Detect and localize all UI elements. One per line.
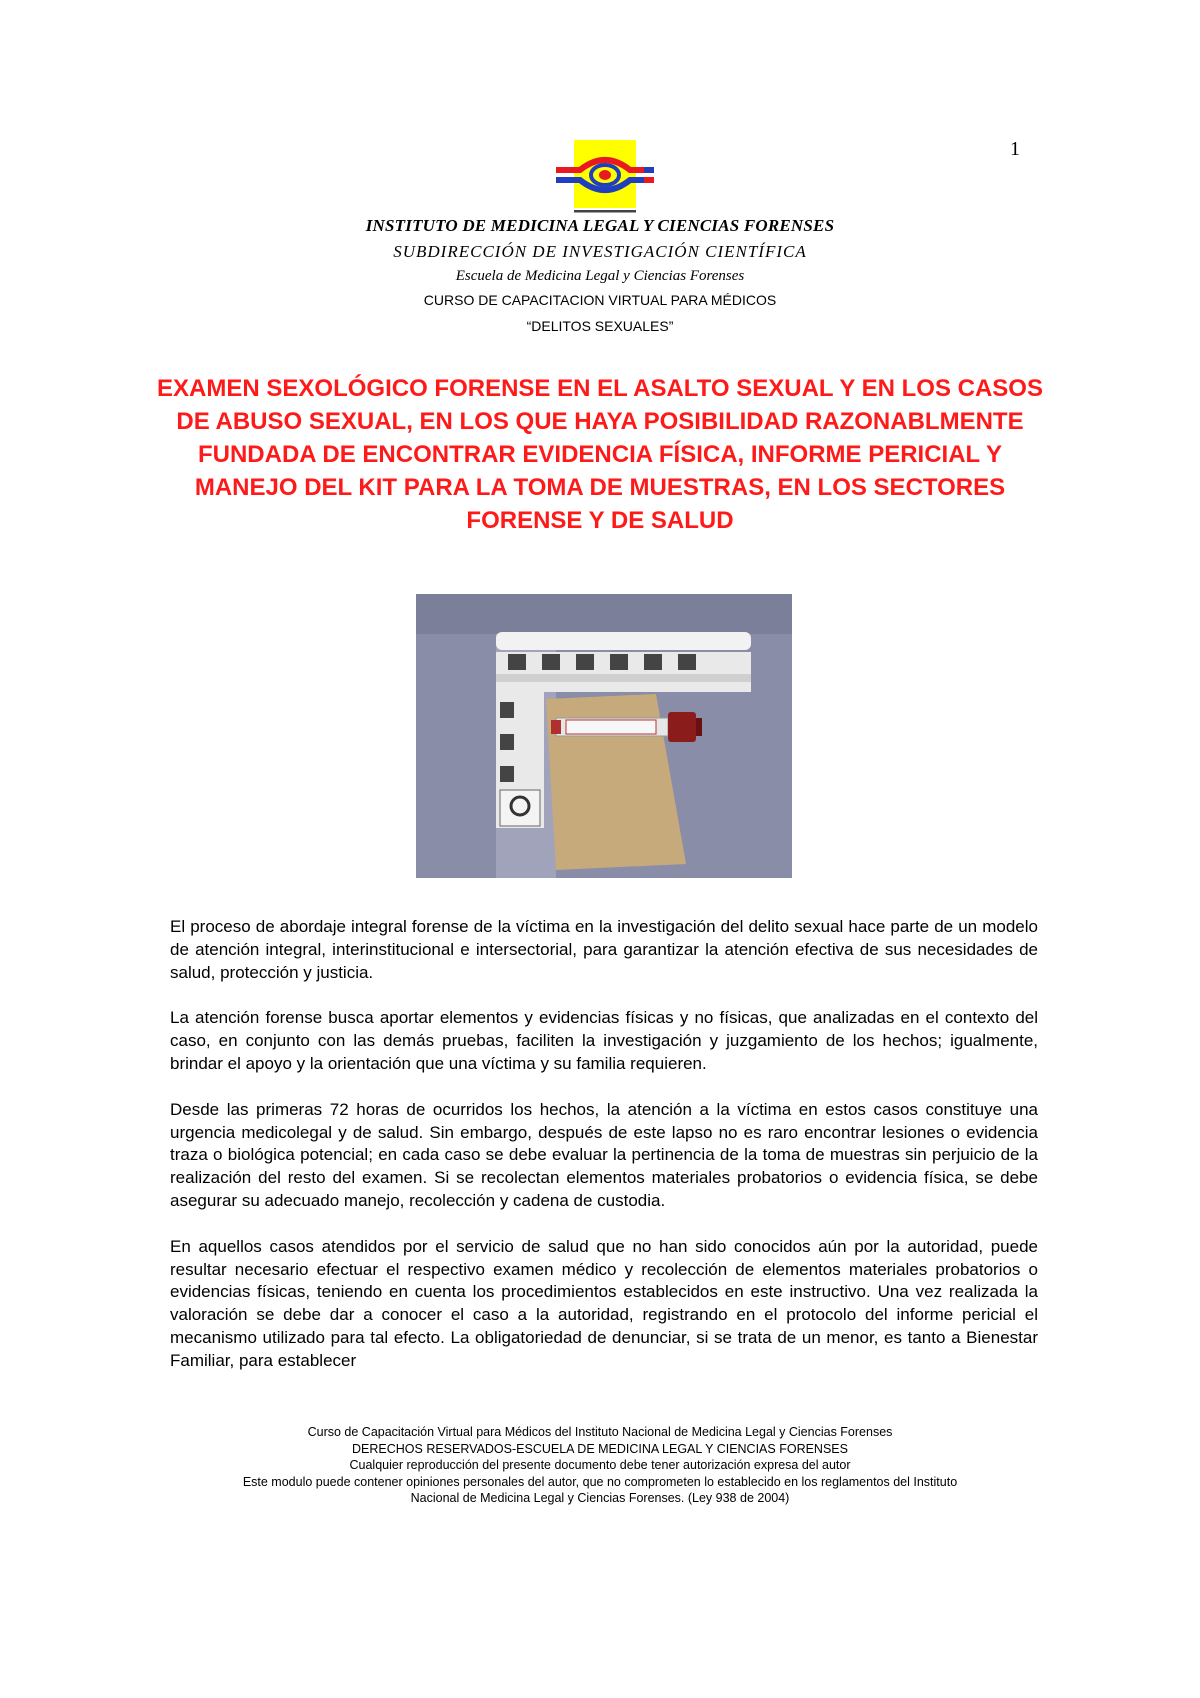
evidence-kit-photo	[416, 594, 792, 878]
school-name: Escuela de Medicina Legal y Ciencias Forenses	[455, 268, 745, 284]
body-text	[170, 916, 1038, 1396]
paragraph: En aquellos casos atendidos por el servicio de salud que no han sido conocidos aún por la autoridad, puede resultar necesario efectuar el respectivo examen médico y recolección de elementos materiales probatorios o evidencias físicas, teniendo en cuenta los procedimientos establecidos en este instructivo. Una vez realizada la valoración se debe dar a conocer el caso a la autoridad, registrando en el protocolo del informe pericial el mecanismo utilizado para tal efecto. La obligatoriedad de denunciar, si se trata de un menor, es tanto a Bienestar Familiar, para establecer	[170, 1236, 1038, 1370]
paragraph: La atención forense busca aportar elementos y evidencias físicas y no físicas, que analizadas en el contexto del caso, en conjunto con las demás pruebas, faciliten la investigación y juzgamiento de los hechos; igualmente, brindar el apoyo y la orientación que una víctima y su familia requieren.	[170, 1008, 1038, 1073]
document-title: EXAMEN SEXOLÓGICO FORENSE EN EL ASALTO SEXUAL Y EN LOS CASOS DE ABUSO SEXUAL, EN LOS QUE HAYA POSIBILIDAD RAZONABLMENTE FUNDADA DE ENCONTRAR EVIDENCIA FÍSICA, INFORME PERICIAL Y MANEJO DEL KIT PARA LA TOMA DE MUESTRAS, EN LOS SECTORES FORENSE Y DE SALUD	[157, 375, 1043, 534]
subdirection-name: SUBDIRECCIÓN DE INVESTIGACIÓN CIENTÍFICA	[393, 242, 807, 261]
document-header	[160, 216, 1040, 344]
footer-line: Cualquier reproducción del presente documento debe tener autorización expresa del autor	[349, 1458, 851, 1472]
page-footer	[150, 1424, 1050, 1507]
page-number: 1	[1010, 138, 1020, 160]
paragraph: Desde las primeras 72 horas de ocurridos los hechos, la atención a la víctima en estos casos constituye una urgencia medicolegal y de salud. Sin embargo, después de este lapso no es raro encontrar lesiones o evidencia traza o biológica potencial; en cada caso se debe evaluar la pertinencia de la toma de muestras sin perjuicio de la realización del resto del examen. Si se recolectan elementos materiales probatorios o evidencia física, se debe asegurar su adecuado manejo, recolección y cadena de custodia.	[170, 1099, 1038, 1210]
course-name: CURSO DE CAPACITACION VIRTUAL PARA MÉDICOS	[423, 292, 777, 308]
footer-line: DERECHOS RESERVADOS-ESCUELA DE MEDICINA LEGAL Y CIENCIAS FORENSES	[352, 1441, 848, 1456]
footer-line: Curso de Capacitación Virtual para Médicos del Instituto Nacional de Medicina Legal y Ciencias Forenses	[307, 1425, 893, 1439]
module-name: “DELITOS SEXUALES”	[526, 318, 674, 334]
institute-logo	[556, 140, 654, 214]
footer-line: Nacional de Medicina Legal y Ciencias Forenses. (Ley 938 de 2004)	[410, 1491, 790, 1505]
paragraph: El proceso de abordaje integral forense de la víctima en la investigación del delito sexual hace parte de un modelo de atención integral, interinstitucional e intersectorial, para garantizar la atención efectiva de sus necesidades de salud, protección y justicia.	[170, 917, 1038, 982]
institute-name: INSTITUTO DE MEDICINA LEGAL Y CIENCIAS FORENSES	[365, 216, 835, 235]
footer-line: Este modulo puede contener opiniones personales del autor, que no comprometen lo establecido en los reglamentos del Instituto	[242, 1474, 958, 1489]
